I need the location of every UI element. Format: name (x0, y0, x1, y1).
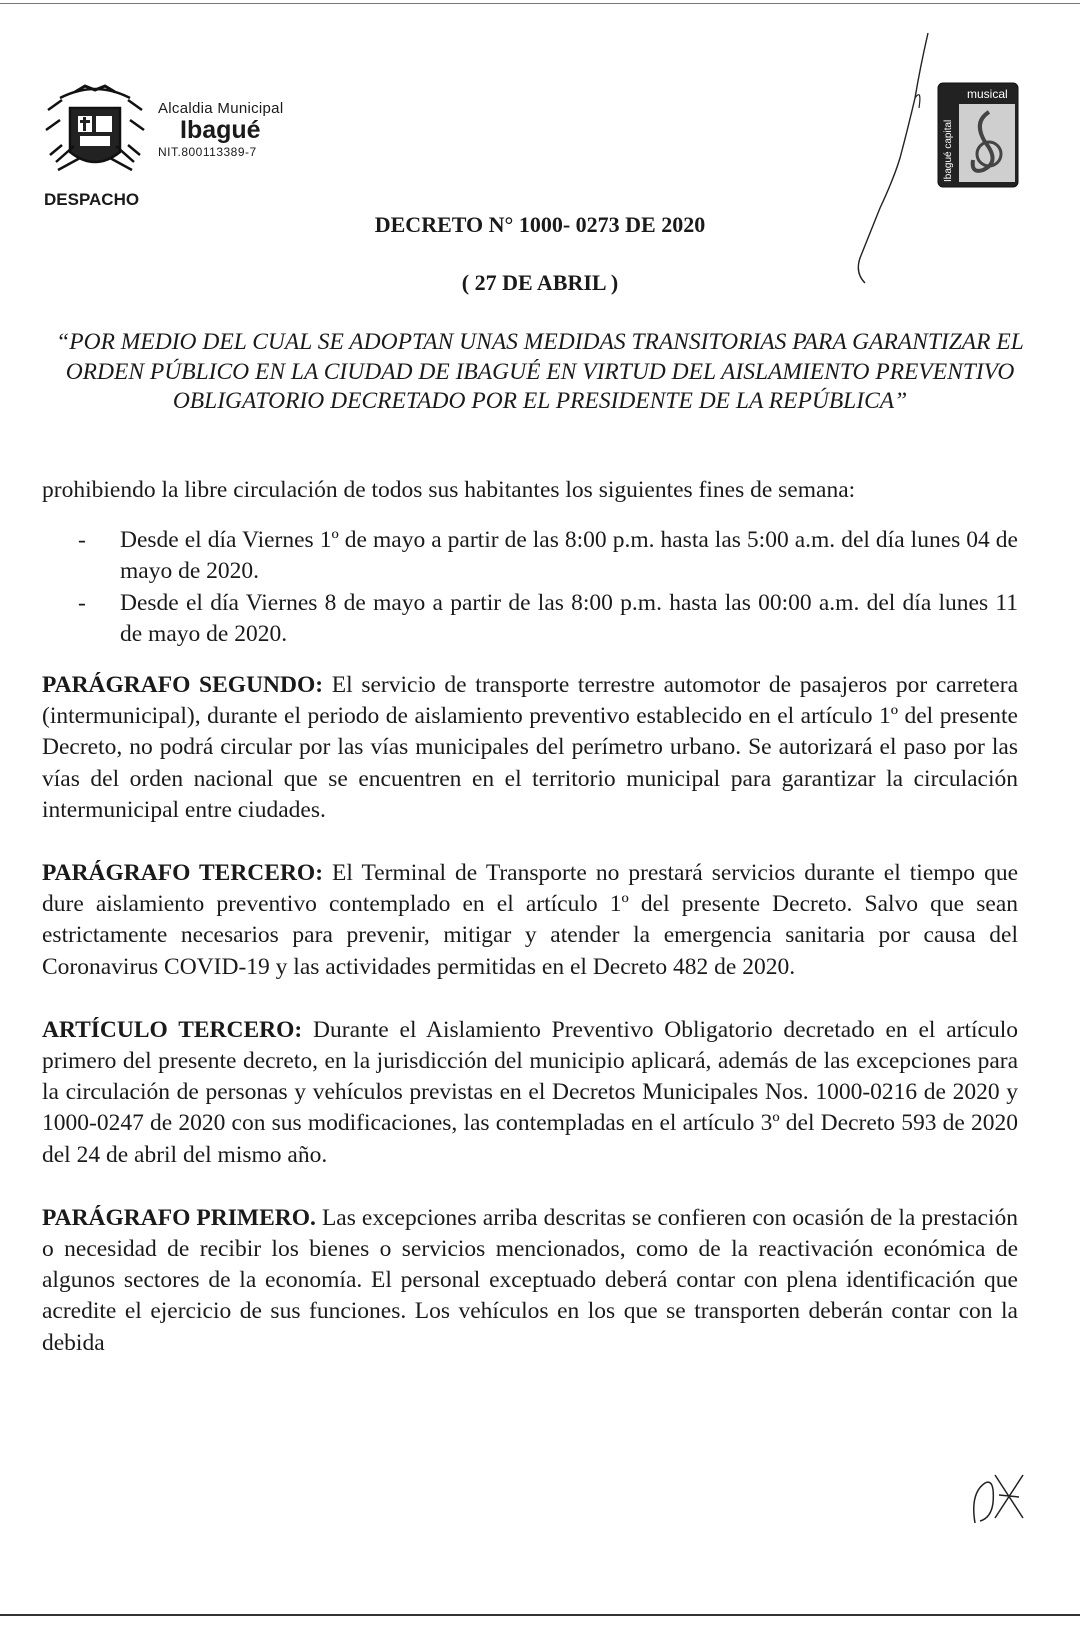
paragraph-third (42, 858, 1018, 983)
city-name: Ibagué (180, 116, 261, 144)
list-item (42, 588, 1018, 650)
organization-block (158, 100, 283, 159)
office-label: DESPACHO (44, 190, 140, 209)
dash-bullet-icon: - (78, 589, 86, 616)
section-heading: ARTÍCULO TERCERO: (42, 1016, 303, 1043)
article-third (42, 1015, 1018, 1171)
decree-subject: “POR MEDIO DEL CUAL SE ADOPTAN UNAS MEDIDAS TRANSITORIAS PARA GARANTIZAR EL ORDEN PÚBLICO EN LA CIUDAD DE IBAGUÉ EN VIRTUD DEL AISLAMIENTO PREVENTIVO OBLIGATORIO DECRETADO POR EL PRESIDENTE DE LA REPÚBLICA” (56, 329, 1024, 414)
weekend-dates-list (42, 525, 1018, 650)
org-name: Alcaldia Municipal (158, 100, 284, 117)
list-item-text: Desde el día Viernes 1º de mayo a partir de las 8:00 p.m. hasta las 5:00 a.m. del día lunes 04 de mayo de 2020. (120, 527, 1018, 585)
list-item-text: Desde el día Viernes 8 de mayo a partir de las 8:00 p.m. hasta las 00:00 a.m. del día lunes 11 de mayo de 2020. (120, 589, 1018, 647)
handwritten-initials-mark (965, 1463, 1035, 1533)
paragraph-first (42, 1203, 1018, 1359)
document-body (42, 475, 1018, 1391)
section-heading: PARÁGRAFO PRIMERO. (42, 1204, 316, 1231)
section-text: El Terminal de Transporte no prestará servicios durante el tiempo que dure aislamiento preventivo contemplado en el artículo 1º del presente Decreto. Salvo que sean estrictamente necesarios para prevenir, mitigar y atender la emergencia sanitaria por causa del Coronavirus COVID-19 y las actividades permitidas en el Decreto 482 de 2020. (42, 860, 1018, 980)
top-border (0, 3, 1080, 4)
paragraph-second (42, 670, 1018, 826)
signature-stroke (820, 28, 980, 308)
section-text: Las excepciones arriba descritas se confieren con ocasión de la prestación o necesidad de recibir los bienes o servicios mencionados, como de la reactivación económica de algunos sectores de la economía. El personal exceptuado deberá contar con plena identificación que acredite el ejercicio de sus funciones. Los vehículos en los que se transporten deberán contar con la debida (42, 1204, 1018, 1356)
intro-paragraph: prohibiendo la libre circulación de todos sus habitantes los siguientes fines de semana: (42, 477, 856, 503)
decree-date: ( 27 DE ABRIL ) (461, 270, 619, 295)
list-item (42, 525, 1018, 587)
dash-bullet-icon: - (78, 527, 86, 554)
section-text: Durante el Aislamiento Preventivo Obligatorio decretado en el artículo primero del presente decreto, en la jurisdicción del municipio aplicará, además de las excepciones para la circulación de personas y vehículos previstas en el Decretos Municipales Nos. 1000-0216 de 2020 y 1000-0247 de 2020 con sus modificaciones, las contempladas en el artículo 3º del Decreto 593 de 2020 del 24 de abril del mismo año. (42, 1016, 1018, 1168)
seal-text-musical: musical (967, 87, 1008, 101)
nit-number: NIT.800113389-7 (158, 145, 257, 160)
bottom-border (0, 1614, 1080, 1616)
coat-of-arms-logo (40, 80, 150, 180)
decree-title: DECRETO N° 1000- 0273 DE 2020 (374, 212, 706, 237)
section-text: El servicio de transporte terrestre automotor de pasajeros por carretera (intermunicipal), durante el periodo de aislamiento preventivo establecido en el artículo 1º del presente Decreto, no podrá circular por las vías municipales del perímetro urbano. Se autorizará el paso por las vías del orden nacional que se encuentren en el territorio municipal para garantizar la circulación intermunicipal entre ciudades. (42, 672, 1018, 823)
section-heading: PARÁGRAFO TERCERO: (42, 860, 324, 887)
seal-text-ibague-capital: Ibagué capital (943, 119, 954, 182)
section-heading: PARÁGRAFO SEGUNDO: (42, 672, 324, 699)
